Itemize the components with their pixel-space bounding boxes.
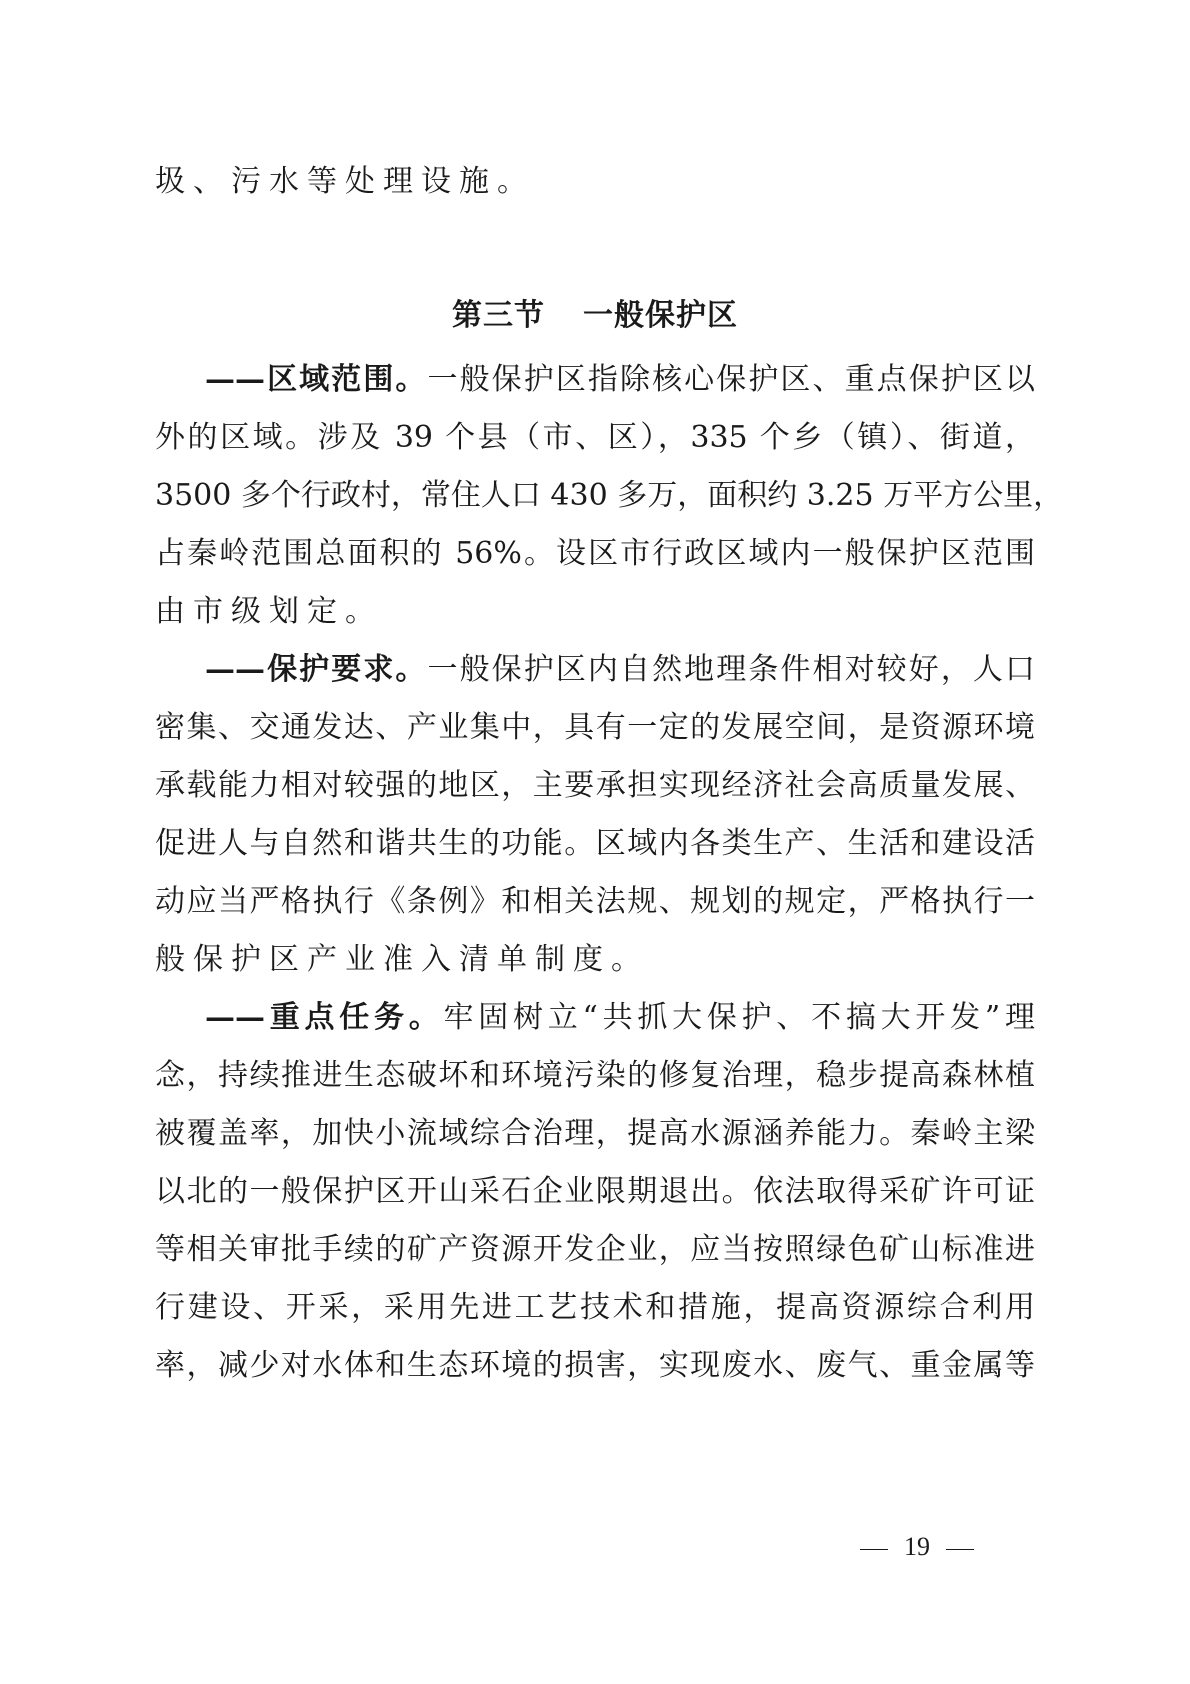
page-number-dash-right: [946, 1549, 974, 1550]
carryover-text: 圾、污水等处理设施。: [155, 164, 535, 199]
paragraph-requirements-line-5: 动应当严格执行《条例》和相关法规、规划的规定，严格执行一: [155, 884, 1035, 919]
paragraph-requirements-line-3: 承载能力相对较强的地区，主要承担实现经济社会高质量发展、: [155, 768, 1035, 803]
page-number-dash-left: [860, 1549, 888, 1550]
paragraph-tasks-line-2: 念，持续推进生态破坏和环境污染的修复治理，稳步提高森林植: [155, 1058, 1035, 1093]
page-number-value: 19: [904, 1532, 930, 1561]
section-number: 第三节: [452, 298, 545, 333]
paragraph-requirements-line-1: [205, 650, 1035, 690]
section-heading: [0, 296, 1190, 336]
paragraph-tasks-lead: ——重点任务。: [205, 1000, 444, 1035]
paragraph-requirements-line-6: 般保护区产业准入清单制度。: [155, 942, 649, 977]
paragraph-requirements-lead: ——保护要求。: [205, 652, 428, 687]
paragraph-requirements-line-4: 促进人与自然和谐共生的功能。区域内各类生产、生活和建设活: [155, 826, 1035, 861]
paragraph-scope-line-5: 由市级划定。: [155, 594, 383, 629]
paragraph-requirements-text: 一般保护区内自然地理条件相对较好，人口: [427, 652, 1035, 687]
paragraph-tasks-text: 牢固树立“共抓大保护、不搞大开发”理: [443, 1000, 1036, 1035]
section-title: 一般保护区: [583, 298, 738, 333]
paragraph-scope-line-4: 占秦岭范围总面积的 56%。设区市行政区域内一般保护区范围: [155, 536, 1035, 571]
paragraph-tasks-line-1: [205, 998, 1035, 1038]
paragraph-scope-line-1: [205, 360, 1035, 400]
paragraph-tasks-line-7: 率，减少对水体和生态环境的损害，实现废水、废气、重金属等: [155, 1348, 1035, 1383]
paragraph-tasks-line-3: 被覆盖率，加快小流域综合治理，提高水源涵养能力。秦岭主梁: [155, 1116, 1035, 1151]
page-number: [860, 1530, 974, 1564]
paragraph-scope-line-3: 3500 多个行政村，常住人口 430 多万，面积约 3.25 万平方公里，: [155, 478, 1064, 513]
paragraph-tasks-line-5: 等相关审批手续的矿产资源开发企业，应当按照绿色矿山标准进: [155, 1232, 1035, 1267]
paragraph-requirements-line-2: 密集、交通发达、产业集中，具有一定的发展空间，是资源环境: [155, 710, 1035, 745]
paragraph-scope-text: 一般保护区指除核心保护区、重点保护区以: [427, 362, 1035, 397]
paragraph-tasks-line-6: 行建设、开采，采用先进工艺技术和措施，提高资源综合利用: [155, 1290, 1035, 1325]
paragraph-tasks-line-4: 以北的一般保护区开山采石企业限期退出。依法取得采矿许可证: [155, 1174, 1035, 1209]
paragraph-scope-lead: ——区域范围。: [205, 362, 428, 397]
paragraph-scope-line-2: 外的区域。涉及 39 个县（市、区），335 个乡（镇）、街道，: [155, 420, 1035, 455]
